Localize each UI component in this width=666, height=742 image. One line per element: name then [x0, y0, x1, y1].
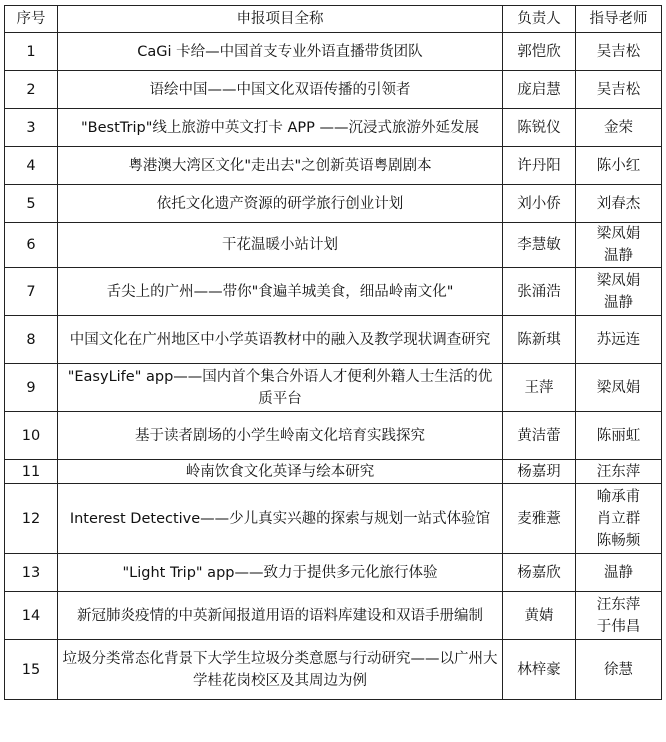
table-row: [5, 185, 662, 223]
table-row: [5, 316, 662, 364]
project-name: CaGi 卡给—中国首支专业外语直播带货团队: [58, 33, 503, 71]
advisor-name: 温静: [604, 294, 633, 311]
project-owner: 林梓豪: [503, 640, 576, 700]
advisor-cell: [576, 223, 662, 268]
project-owner: 王萍: [503, 364, 576, 412]
advisor-cell: [576, 484, 662, 554]
project-name: "EasyLife" app——国内首个集合外语人才便利外籍人士生活的优质平台: [58, 364, 503, 412]
table-row: [5, 640, 662, 700]
advisor-cell: [576, 592, 662, 640]
advisor-name: 肖立群: [596, 510, 641, 527]
table-row: [5, 484, 662, 554]
header-teacher: 指导老师: [576, 6, 662, 33]
project-owner: 陈锐仪: [503, 109, 576, 147]
advisor-cell: [576, 412, 662, 460]
advisor-name: 陈畅频: [596, 532, 641, 549]
project-owner: 麦雅薏: [503, 484, 576, 554]
project-owner: 许丹阳: [503, 147, 576, 185]
table-row: [5, 412, 662, 460]
advisor-name: 汪东萍: [596, 596, 641, 613]
project-owner: 杨嘉欣: [503, 554, 576, 592]
advisor-cell: [576, 460, 662, 484]
advisor-name: 温静: [604, 564, 633, 581]
project-owner: 张涌浩: [503, 268, 576, 316]
advisor-name: 吴吉松: [596, 81, 641, 98]
advisor-name: 陈小红: [596, 157, 641, 174]
project-name: 新冠肺炎疫情的中英新闻报道用语的语料库建设和双语手册编制: [58, 592, 503, 640]
project-name: 舌尖上的广州——带你"食遍羊城美食，细品岭南文化": [58, 268, 503, 316]
advisor-name: 梁凤娟: [596, 272, 641, 289]
row-number: 5: [5, 185, 58, 223]
row-number: 8: [5, 316, 58, 364]
project-owner: 陈新琪: [503, 316, 576, 364]
table-row: [5, 109, 662, 147]
row-number: 14: [5, 592, 58, 640]
row-number: 3: [5, 109, 58, 147]
project-name: 岭南饮食文化英译与绘本研究: [58, 460, 503, 484]
project-name: 垃圾分类常态化背景下大学生垃圾分类意愿与行动研究——以广州大学桂花岗校区及其周边为例: [58, 640, 503, 700]
advisor-name: 梁凤娟: [596, 379, 641, 396]
advisor-cell: [576, 364, 662, 412]
table-row: [5, 223, 662, 268]
project-owner: 黄洁蕾: [503, 412, 576, 460]
advisor-cell: [576, 109, 662, 147]
project-name: 语绘中国——中国文化双语传播的引领者: [58, 71, 503, 109]
advisor-name: 徐慧: [604, 661, 633, 678]
project-name: 依托文化遗产资源的研学旅行创业计划: [58, 185, 503, 223]
project-name: 基于读者剧场的小学生岭南文化培育实践探究: [58, 412, 503, 460]
table-row: [5, 592, 662, 640]
row-number: 6: [5, 223, 58, 268]
table-row: [5, 364, 662, 412]
advisor-name: 陈丽虹: [596, 427, 641, 444]
advisor-name: 梁凤娟: [596, 226, 641, 242]
advisor-cell: [576, 640, 662, 700]
project-table: [4, 5, 662, 700]
advisor-name: 喻承甫: [596, 488, 641, 505]
table-row: [5, 71, 662, 109]
project-owner: 郭恺欣: [503, 33, 576, 71]
table-row: [5, 554, 662, 592]
header-no: 序号: [5, 6, 58, 33]
advisor-name: 金荣: [604, 119, 633, 136]
advisor-cell: [576, 71, 662, 109]
row-number: 10: [5, 412, 58, 460]
project-name: 干花温暖小站计划: [58, 223, 503, 268]
project-name: 粤港澳大湾区文化"走出去"之创新英语粤剧剧本: [58, 147, 503, 185]
table-row: [5, 33, 662, 71]
project-owner: 李慧敏: [503, 223, 576, 268]
advisor-cell: [576, 316, 662, 364]
project-name: "Light Trip" app——致力于提供多元化旅行体验: [58, 554, 503, 592]
advisor-name: 温静: [604, 248, 633, 264]
row-number: 2: [5, 71, 58, 109]
row-number: 11: [5, 460, 58, 484]
project-owner: 庞启慧: [503, 71, 576, 109]
row-number: 9: [5, 364, 58, 412]
header-project-name: 申报项目全称: [58, 6, 503, 33]
row-number: 15: [5, 640, 58, 700]
table-row: [5, 147, 662, 185]
advisor-name: 刘春杰: [596, 195, 641, 212]
project-owner: 刘小侨: [503, 185, 576, 223]
project-owner: 杨嘉玥: [503, 460, 576, 484]
row-number: 7: [5, 268, 58, 316]
table-row: [5, 460, 662, 484]
header-row: [5, 6, 662, 33]
header-owner: 负责人: [503, 6, 576, 33]
advisor-cell: [576, 147, 662, 185]
advisor-name: 吴吉松: [596, 43, 641, 60]
project-name: 中国文化在广州地区中小学英语教材中的融入及教学现状调查研究: [58, 316, 503, 364]
table-body: [5, 33, 662, 700]
advisor-name: 于伟昌: [596, 618, 641, 635]
advisor-cell: [576, 33, 662, 71]
advisor-name: 苏远连: [596, 331, 641, 348]
row-number: 12: [5, 484, 58, 554]
project-name: Interest Detective——少儿真实兴趣的探索与规划一站式体验馆: [58, 484, 503, 554]
project-name: "BestTrip"线上旅游中英文打卡 APP ——沉浸式旅游外延发展: [58, 109, 503, 147]
advisor-cell: [576, 554, 662, 592]
advisor-name: 汪东萍: [596, 463, 641, 480]
table-row: [5, 268, 662, 316]
advisor-cell: [576, 268, 662, 316]
advisor-cell: [576, 185, 662, 223]
row-number: 1: [5, 33, 58, 71]
project-owner: 黄婧: [503, 592, 576, 640]
row-number: 13: [5, 554, 58, 592]
row-number: 4: [5, 147, 58, 185]
